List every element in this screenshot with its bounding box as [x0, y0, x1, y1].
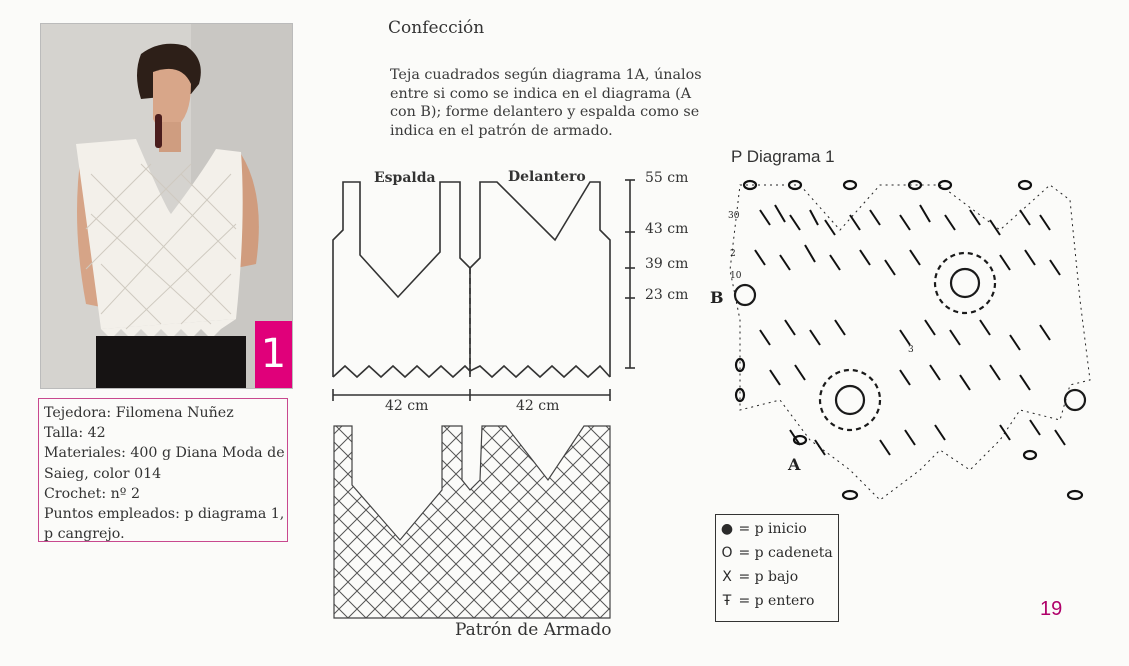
row-label-2: 2 [730, 249, 736, 259]
legend-text: = p cadeneta [738, 545, 833, 561]
intro-line: entre si como se indica en el diagrama (A [390, 85, 692, 102]
intro-line: indica en el patrón de armado. [390, 122, 613, 139]
intro-line: Teja cuadrados según diagrama 1A, únalos [390, 67, 702, 83]
width-left: 42 cm [385, 398, 429, 414]
assembly-pattern [330, 420, 615, 622]
double-crochet-icon: Ŧ [722, 593, 732, 609]
row-label-3: 3 [908, 345, 914, 355]
size-line: Talla: 42 [44, 425, 106, 442]
legend-row [720, 565, 834, 589]
legend-text: = p bajo [738, 569, 799, 585]
stitches-line-2: p cangrejo. [44, 526, 125, 543]
legend-text: = p entero [738, 593, 815, 609]
chain-oval-icon: O [721, 545, 733, 561]
espalda-label: Espalda [374, 170, 436, 186]
legend-row [720, 517, 834, 541]
diagram-label-a: A [788, 455, 801, 474]
confeccion-title: Confección [388, 18, 485, 38]
single-crochet-icon: X [722, 569, 732, 585]
stitches-line-1: Puntos empleados: p diagrama 1, [44, 506, 285, 523]
crochet-diagram [700, 170, 1100, 505]
measure-55: 55 cm [645, 170, 689, 186]
stitch-marks [755, 205, 1065, 455]
page-number: 19 [1040, 598, 1063, 620]
stitch-legend [715, 514, 839, 622]
row-label-10: 10 [730, 271, 742, 281]
row-label-30: 30 [728, 211, 740, 221]
width-right: 42 cm [516, 398, 560, 414]
intro-line: con B); forme delantero y espalda como se [390, 104, 700, 120]
filled-dot-icon: ● [720, 521, 734, 537]
legend-text: = p inicio [738, 521, 807, 537]
patron-title: Patrón de Armado [455, 620, 612, 640]
diagram-label-b: B [710, 288, 724, 307]
legend-row [720, 541, 834, 565]
measure-39: 39 cm [645, 256, 689, 272]
diagram-title: P Diagrama 1 [731, 147, 835, 166]
measure-23: 23 cm [645, 287, 689, 303]
measure-43: 43 cm [645, 221, 689, 237]
knitter-line: Tejedora: Filomena Nuñez [44, 405, 234, 421]
materials-line-2: Saieg, color 014 [44, 465, 162, 482]
delantero-label: Delantero [508, 169, 586, 185]
legend-row [720, 589, 834, 613]
photo-number-badge: 1 [255, 321, 292, 388]
hook-line: Crochet: nº 2 [44, 485, 140, 502]
materials-line-1: Materiales: 400 g Diana Moda de [44, 445, 285, 462]
